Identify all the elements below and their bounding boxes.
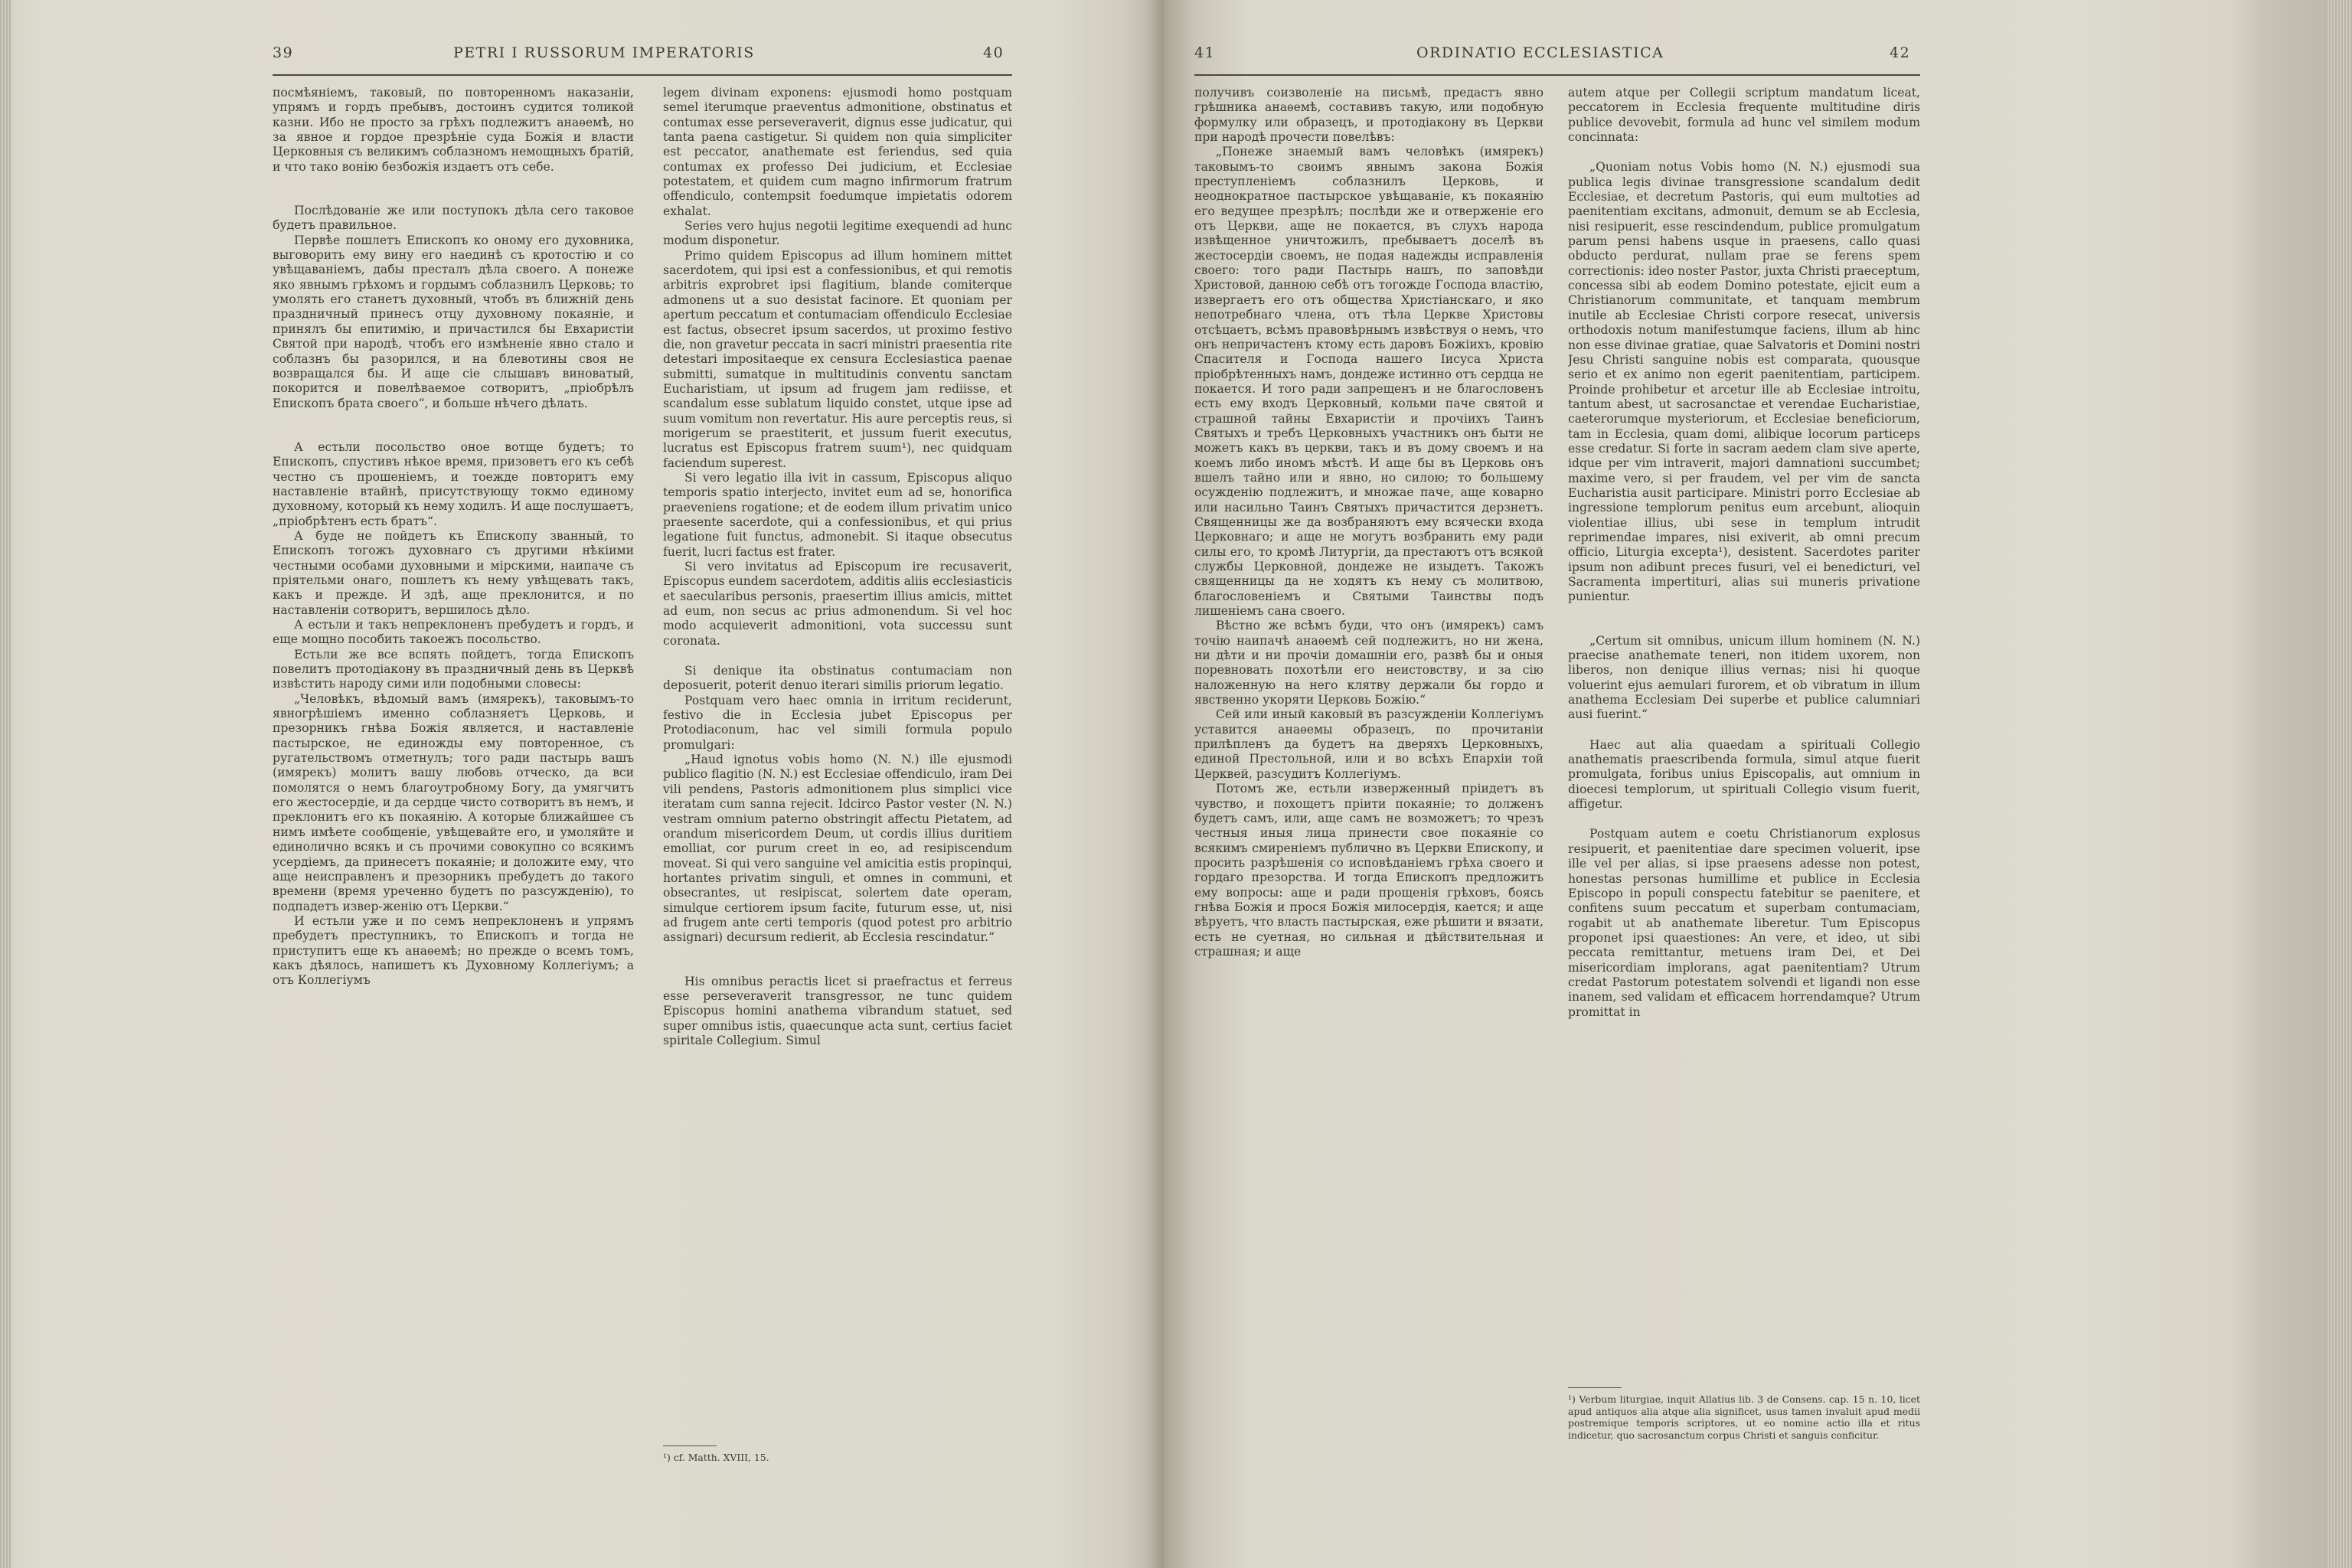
right-footnote-rule [1568,1387,1622,1388]
paragraph: „Понеже знаемый вамъ человѣкъ (имярекъ) таковымъ-то своимъ явнымъ закона Божiя преступленiемъ соблазнилъ Церковь, и неоднократное пастырское увѣщаванiе, къ покаянiю его ведущее презрѣлъ; послѣди же и отверженiе его отъ Церкви, аще не покается, въ слухъ народа извѣщенное уничтожилъ, пребываетъ доселѣ въ жестосердiи своемъ, не подая надежды исправленiя своего: того ради Пастырь нашъ, по заповѣди Христовой, данною себѣ отъ тогожде Господа властiю, извергаетъ его отъ общества Христiанскаго, и яко непотребнаго члена, отъ тѣла Церкве Христовы отсѣцаетъ, всѣмъ правовѣрнымъ извѣствуя о немъ, что онъ непричастенъ ктому есть даровъ Божiихъ, кровiю Спасителя и Господа нашего Iисуса Христа прiобрѣтенныхъ намъ, дондеже истинно отъ сердца не покается. И того ради запрещенъ и не благословенъ есть ему входъ Церковный, кольми паче святой и страшной тайны Евхаристiи и прочiихъ Таинъ Святыхъ и требъ Церковныхъ участникъ онъ быти не можетъ какъ въ церкви, такъ и въ дому своемъ и на коемъ либо иномъ мѣстѣ. И аще бы въ Церковь онъ вшелъ тайно или и явно, но силою; то большему осужденiю подлежитъ, и множае паче, аще коварно или насильно Таинъ Святыхъ причастится дерзнетъ. Священницы же да возбраняютъ ему всячески входа Церковнаго; и аще не могутъ возбранить ему ради силы его, то кромѣ Литургiи, да престаютъ отъ всякой службы Церковной, дондеже не изыдетъ. Такожъ священницы да не ходятъ къ нему съ молитвою, благословенiемъ и Святыми Таинствы подъ лишенiемъ сана своего. [1194,145,1544,619]
right-page-number-a: 41 [1194,44,1216,61]
paragraph: Естьли же все вспять пойдетъ, тогда Епископъ повелитъ протодiакону въ праздничный день въ Церквѣ извѣстить народу сими или подобными словесы: [273,647,634,691]
paragraph: Si denique ita obstinatus contumaciam non deposuerit, poterit denuo iterari similis priorum legatio. [663,664,1012,693]
paragraph: „Haud ignotus vobis homo (N. N.) ille ejusmodi publico flagitio (N. N.) est Ecclesiae offendiculo, iram Dei vili pendens, Pastoris admonitionem plus simplici vice iteratam cum sanna rejecit. Idcirco Pastor vester (N. N.) vestram omnium paterno obstringit affectu Pietatem, ad orandum misericordem Deum, ut cordis illius duritiem emolliat, cor purum creet in eo, ad resipiscendum moveat. Si qui vero sanguine vel amicitia estis propinqui, hortantes privatim singuli, et omnes in communi, et obsecrantes, ut resipiscat, solertem date operam, simulque certiorem ipsum facite, futurum esse, ut, nisi ad frugem ante certi temporis (quod potest pro arbitrio assignari) decursum redierit, ab Ecclesia rescindatur.“ [663,753,1012,945]
paragraph: А естьли посольство оное вотще будетъ; то Епископъ, спустивъ нѣкое время, призоветъ его къ себѣ честно съ прошенiемъ, и тоежде повторитъ ему наставленiе втайнѣ, присутствующу токмо единому духовному, который къ нему ходилъ. И аще послушаетъ, „прiобрѣтенъ есть братъ“. [273,439,634,528]
left-latin-column [663,86,1012,1441]
right-header-rule [1194,74,1920,76]
paragraph: И естьли уже и по семъ непреклоненъ и упрямъ пребудетъ преступникъ, то Епископъ и тогда не приступитъ еще къ анаѳемѣ; но прежде о всемъ томъ, какъ дѣялось, напишетъ къ Духовному Коллегiумъ; а отъ Коллегiумъ [273,913,634,988]
paragraph: Postquam vero haec omnia in irritum reciderunt, festivo die in Ecclesia jubet Episcopus per Protodiaconum, hac vel simili formula populo promulgari: [663,693,1012,752]
paragraph: autem atque per Collegii scriptum mandatum liceat, peccatorem in Ecclesia frequente multitudine diris publice devovebit, formula ad hunc vel similem modum concinnata: [1568,86,1920,145]
right-latin-column [1568,86,1920,1380]
paragraph: Postquam autem e coetu Christianorum explosus resipuerit, et paenitentiae dare specimen voluerit, ipse ille vel per alias, si ipse praesens adesse non potest, honestas personas humillime et publice in Ecclesia Episcopo in populi conspectu fatebitur se paenitere, et confitens suum peccatum et superbam contumaciam, rogabit ut ab anathemate liberetur. Tum Episcopus proponet ipsi quaestiones: An vere, et ideo, ut sibi peccata remittantur, metuens iram Dei, et Dei misericordiam implorans, agat paenitentiam? Utrum credat Pastorum potestatem solvendi et ligandi non esse inanem, sed validam et efficacem horrendamque? Utrum promittat in [1568,827,1920,1019]
paragraph: Сей или иный каковый въ разсужденiи Коллегiумъ уставится анаѳемы образецъ, по прочитанiи прилѣпленъ да будетъ на дверяхъ Церковныхъ, единой Престольной, или и во всѣхъ Епархiи той Церквей, разсудитъ Коллегiумъ. [1194,707,1544,781]
right-running-title: ORDINATIO ECCLESIASTICA [1416,44,1664,61]
left-page-number-a: 39 [273,44,294,61]
left-page-edge [0,0,11,1568]
paragraph: А естьли и такъ непреклоненъ пребудетъ и гордъ, и еще мощно пособить такоежъ посольство. [273,618,634,647]
right-page-number-b: 42 [1890,44,1911,61]
right-page-edge [2326,0,2352,1568]
paragraph: Si vero invitatus ad Episcopum ire recusaverit, Episcopus eundem sacerdotem, additis aliis ecclesiasticis et saecularibus personis, praesertim illius amicis, mittet ad eum, non secus ac prius admonendum. Si vel hoc modo acquieverit admonitioni, vota successu sunt coronata. [663,560,1012,648]
paragraph: Вѣстно же всѣмъ буди, что онъ (имярекъ) самъ точiю наипачѣ анаѳемѣ сей подлежитъ, но ни жена, ни дѣти и ни прочiи домашнiи его, развѣ бы и оныя поревновать похотѣли его неистовству, и за сiю наложенную на него клятву держали бы гордо и явственно укоряти Церковь Божiю.“ [1194,619,1544,707]
left-page-number-b: 40 [983,44,1004,61]
paragraph: Primo quidem Episcopus ad illum hominem mittet sacerdotem, qui ipsi est a confessionibus, et qui remotis arbitris exprobret ipsi flagitium, blande comiterque admonens ut a suo desistat facinore. Et quoniam per apertum peccatum et contumaciam offendiculo Ecclesiae est factus, obsecret ipsum sacerdos, ut proximo festivo die, non gravetur peccata in sacri ministri praesentia rite detestari impositaeque ex censura Ecclesiastica paenae submitti, sumatque in multitudinis conventu sanctam Eucharistiam, ut ipsum ad frugem jam rediisse, et scandalum esse sublatum liquido constet, utque ipse ad suum vomitum non revertatur. His aure perceptis reus, si morigerum se praestiterit, et jussum fuerit executus, lucratus est Episcopus fratrem suum¹), nec quidquam faciendum superest. [663,248,1012,470]
paragraph: Si vero legatio illa ivit in cassum, Episcopus aliquo temporis spatio interjecto, invitet eum ad se, honorifica praeveniens rogatione; et de eodem illum privatim unico praesente sacerdote, qui a confessionibus, et qui prius legatione fuit functus, admonebit. Si itaque obsecutus fuerit, lucri factus est frater. [663,470,1012,559]
paragraph: „Quoniam notus Vobis homo (N. N.) ejusmodi sua publica legis divinae transgressione scandalum dedit Ecclesiae, et decretum Pastoris, qui eum multoties ad paenitentiam excitans, admonuit, demum se ab Ecclesia, nisi resipuerit, esse rescindendum, publice promulgatum parum pensi habens usque in praesens, callo quasi obducto perdurat, nullam prae se ferens spem correctionis: ideo noster Pastor, juxta Christi praeceptum, concessa sibi ab eodem Domino potestate, ejicit eum a Christianorum communitate, et tanquam membrum inutile ab Ecclesiae Christi corpore resecat, universis orthodoxis notum manifestumque faciens, illum ab hinc non esse divinae gratiae, quae Salvatoris et Domini nostri Jesu Christi sanguine nobis est comparata, quousque serio et ex animo non egerit paenitentiam, participem. Proinde prohibetur et arcetur ille ab Ecclesiae introitu, tantum abest, ut sacrosanctae et verendae Eucharistiae, caeterorumque mysteriorum, et Ecclesiae beneficiorum, tam in Ecclesia, quam domi, alibique locorum particeps esse credatur. Si forte in sacram aedem clam sive aperte, idque per vim intraverit, majori damnationi succumbet; maxime vero, si per fraudem, vel per vim de sancta Eucharistia ausit participare. Ministri porro Ecclesiae ab ingressione templorum penitus eum arcebunt, alioquin violentiae illius, ubi sese in templum intrudit reprimendae impares, nisi exiverit, ab omni precum officio, Liturgia excepta¹), desistent. Sacerdotes pariter ipsum non adibunt preces fusuri, vel ei benedicturi, vel Sacramenta impertituri, alias sui muneris privatione punientur. [1568,160,1920,604]
left-header-rule [273,74,1012,76]
paragraph: получивъ соизволенiе на письмѣ, предастъ явно грѣшника анаѳемѣ, составивъ такую, или подобную формулку или образецъ, и протодiакону въ Церкви при народѣ прочести повелѣвъ: [1194,86,1544,145]
paragraph: „Certum sit omnibus, unicum illum hominem (N. N.) praecise anathemate teneri, non itidem uxorem, non liberos, non denique illius vernas; nisi hi quoque voluerint ejus aemulari furorem, et ob vibratum in illum anathema Ecclesiam Dei superbe et publice calumniari ausi fuerint.“ [1568,633,1920,722]
paragraph: Потомъ же, естьли изверженный прiидетъ въ чувство, и похощетъ прiити покаянiе; то долженъ будетъ самъ, или, аще самъ не возможетъ; то чрезъ честныя иныя лица принести свое покаянiе со всякимъ смиренiемъ публично въ Церкви Епископу, и просить разрѣшенiя со исповѣданiемъ грѣха своего и гордаго презорства. И тогда Епископъ предложитъ ему вопросы: аще и ради прощенiя грѣховъ, боясь гнѣва Божiя и прося Божiя милосердiя, кается; и аще вѣруетъ, что власть пастырская, еже рѣшити и вязати, есть не суетная, но сильная и дѣйствительная и страшная; и аще [1194,782,1544,959]
left-footnote: ¹) cf. Matth. XVIII, 15. [663,1452,769,1463]
paragraph: „Человѣкъ, вѣдомый вамъ (имярекъ), таковымъ-то явногрѣшiемъ именно соблазняетъ Церковь, и презорникъ гнѣва Божiя является, и наставленiе пастырское, не единожды ему повторенное, съ ругательствомъ отметнулъ; того ради пастырь вашъ (имярекъ) молитъ вашу любовь отческо, да вси помолятся о немъ благоутробному Богу, да умягчитъ его жестосердiе, и да сердце чисто сотворитъ въ немъ, и преклонитъ его къ покаянiю. А которые ближайшее съ нимъ имѣете сообщенiе, увѣщевайте его, и умоляйте и единолично всякъ и съ прочими совокупно со всякимъ усердiемъ, да принесетъ покаянiе; и доложите ему, что аще неисправленъ и презорникъ пребудетъ до такого времени (время уреченно будетъ по разсужденiю), то подпадетъ извер-женiю отъ Церкви.“ [273,691,634,913]
right-russian-column [1194,86,1544,1472]
left-running-title: PETRI I RUSSORUM IMPERATORIS [453,44,755,61]
paragraph: А буде не пойдетъ къ Епископу званный, то Епископъ тогожъ духовнаго съ другими нѣкiими честными особами духовными и мiрскими, наипаче съ прiятельми онаго, пошлетъ къ нему увѣщевать такъ, какъ и прежде. И здѣ, аще преклонится, и по наставленiи сотворитъ, вершилось дѣло. [273,528,634,617]
paragraph: Haec aut alia quaedam a spirituali Collegio anathematis praescribenda formula, simul atque fuerit promulgata, foribus unius Episcopalis, aut omnium in dioecesi templorum, ut spirituali Collegio visum fuerit, affigetur. [1568,737,1920,812]
paragraph: His omnibus peractis licet si praefractus et ferreus esse perseveraverit transgressor, ne tunc quidem Episcopus homini anathema vibrandum statuet, sed super omnibus istis, quaecunque acta sunt, certius faciet spiritale Collegium. Simul [663,974,1012,1047]
right-footnote: ¹) Verbum liturgiae, inquit Allatius lib. 3 de Consens. cap. 15 n. 10, licet apud antiquos alia atque alia significet, usus tamen invaluit apud medii postremique temporis scriptores, ut eo nomine actio illa et ritus indicetur, quo sacrosanctum corpus Christi et sanguis conficitur. [1568,1393,1920,1441]
paragraph: Series vero hujus negotii legitime exequendi ad hunc modum disponetur. [663,219,1012,248]
left-page [0,0,1164,1568]
paragraph: Первѣе пошлетъ Епископъ ко оному его духовника, выговорить ему вину его наединѣ съ кротостiю и со увѣщаванiемъ, дабы престалъ дѣла своего. А понеже яко явнымъ грѣхомъ и гордымъ соблазнилъ Церковь; то умолять его станетъ духовный, чтобъ въ ближнiй день праздничный принесъ отцу духовному покаянiе, и принялъ бы епитимiю, и причастился бы Евхаристiи Святой при народѣ, чтобъ его измѣненiе явно стало и соблазнъ бы разорился, и на блевотины своя не возвращался бы. И аще сiе слышавъ виноватый, покорится и повелѣваемое сотворитъ, „прiобрѣлъ Епископъ брата своего“, и больше нѣчего дѣлать. [273,233,634,410]
paragraph: посмѣянiемъ, таковый, по повторенномъ наказанiи, упрямъ и гордъ пребывъ, достоинъ судится толикой казни. Ибо не просто за грѣхъ подлежитъ анаѳемѣ, но за явное и гордое презрѣнiе суда Божiя и власти Церковныя съ великимъ соблазномъ немощныхъ братiй, и что тако вонію безбожія издаетъ отъ себе. [273,86,634,174]
left-russian-column [273,86,634,1472]
right-page [1164,0,2352,1568]
paragraph: Послѣдованiе же или поступокъ дѣла сего таковое будетъ правильное. [273,204,634,233]
paragraph: legem divinam exponens: ejusmodi homo postquam semel iterumque praeventus admonitione, obstinatus et contumax esse perseveraverit, dignus esse judicatur, qui tanta paena castigetur. Si quidem non quia simpliciter est peccator, anathemate est feriendus, sed quia contumax ex professo Dei judicium, et Ecclesiae potestatem, et quidem cum magno infirmorum fratrum offendiculo, contempsit foedumque impietatis odorem exhalat. [663,86,1012,218]
